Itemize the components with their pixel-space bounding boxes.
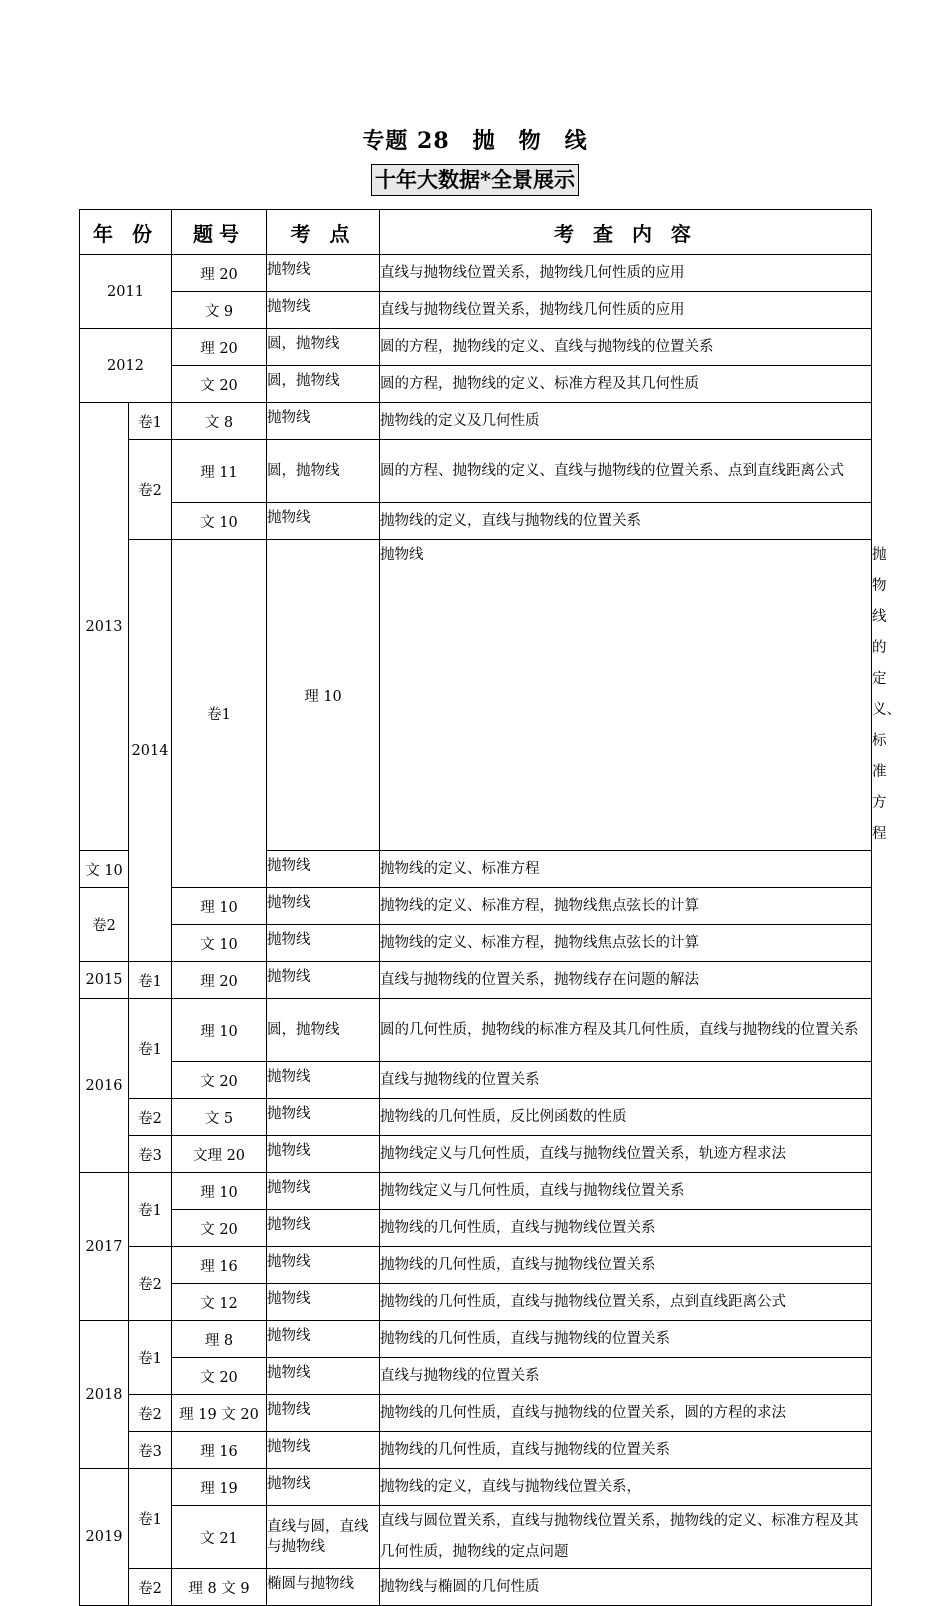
content-cell: 抛物线的几何性质，直线与抛物线位置关系，点到直线距离公式 [380,1284,872,1321]
table-row [80,1173,872,1210]
question-number-cell: 理 19 文 20 [172,1395,267,1432]
table-row [80,1321,872,1358]
question-number-cell: 文 5 [172,1099,267,1136]
year-cell: 2011 [80,255,172,329]
question-number-cell: 文 10 [172,925,267,962]
table-row [80,962,872,999]
content-cell: 抛物线的定义，直线与抛物线位置关系， [380,1469,872,1506]
question-number-cell: 文 20 [172,1210,267,1247]
content-cell: 抛物线的几何性质，反比例函数的性质 [380,1099,872,1136]
table-header-row [80,210,872,255]
volume-cell: 卷1 [129,1173,172,1247]
content-cell: 抛物线的几何性质，直线与抛物线的位置关系 [380,1432,872,1469]
question-number-cell: 理 16 [172,1247,267,1284]
table-row [80,1210,872,1247]
table-row [80,1569,872,1606]
year-cell: 2013 [80,403,129,851]
content-cell: 圆的几何性质，抛物线的标准方程及其几何性质，直线与抛物线的位置关系 [380,999,872,1062]
table-row [80,1284,872,1321]
content-cell: 圆的方程，抛物线的定义、直线与抛物线的位置关系 [380,329,872,366]
volume-cell: 卷1 [129,1469,172,1569]
topic-cell: 圆，抛物线 [267,329,380,366]
content-cell: 抛物线的几何性质，直线与抛物线位置关系 [380,1247,872,1284]
table-row [80,1506,872,1569]
content-cell: 抛物线的几何性质，直线与抛物线的位置关系，圆的方程的求法 [380,1395,872,1432]
volume-cell: 卷3 [129,1432,172,1469]
table-row [80,1062,872,1099]
content-cell: 抛物线的定义、标准方程，抛物线焦点弦长的计算 [380,925,872,962]
section-subtitle: 十年大数据*全景展示 [371,164,579,196]
page-title: 专题 28 抛 物 线 [362,128,588,154]
content-cell: 抛物线定义与几何性质，直线与抛物线位置关系，轨迹方程求法 [380,1136,872,1173]
topic-cell: 抛物线 [267,1321,380,1358]
question-number-cell: 理 10 [172,1173,267,1210]
table-row [80,999,872,1062]
year-cell: 2014 [129,540,172,962]
question-number-cell: 文 12 [172,1284,267,1321]
table-row [80,1395,872,1432]
content-cell: 圆的方程、抛物线的定义、直线与抛物线的位置关系、点到直线距离公式 [380,440,872,503]
content-cell: 抛物线的定义及几何性质 [380,403,872,440]
volume-cell: 卷3 [129,1136,172,1173]
topic-cell: 抛物线 [267,1173,380,1210]
question-number-cell: 理 20 [172,329,267,366]
question-number-cell: 理 10 [172,888,267,925]
content-cell: 直线与抛物线的位置关系，抛物线存在问题的解法 [380,962,872,999]
question-number-cell: 理 10 [267,540,380,851]
content-cell: 抛物线与椭圆的几何性质 [380,1569,872,1606]
topic-cell: 抛物线 [267,1358,380,1395]
topic-cell: 抛物线 [267,1432,380,1469]
table-row [80,1432,872,1469]
year-cell: 2019 [80,1469,129,1606]
volume-cell: 卷1 [129,999,172,1099]
content-cell: 抛物线定义与几何性质，直线与抛物线位置关系 [380,1173,872,1210]
topic-cell: 抛物线 [267,962,380,999]
year-cell: 2012 [80,329,172,403]
question-number-cell: 文 9 [172,292,267,329]
content-cell: 抛物线的几何性质，直线与抛物线的位置关系 [380,1321,872,1358]
question-number-cell: 文 10 [172,503,267,540]
volume-cell: 卷1 [129,962,172,999]
table-row [80,1247,872,1284]
volume-cell: 卷2 [129,1247,172,1321]
topic-cell: 抛物线 [267,403,380,440]
topic-cell: 圆，抛物线 [267,999,380,1062]
question-number-cell: 文理 20 [172,1136,267,1173]
topic-cell: 抛物线 [267,1210,380,1247]
volume-cell: 卷2 [129,1569,172,1606]
table-row [80,1136,872,1173]
question-number-cell: 理 10 [172,999,267,1062]
volume-cell: 卷2 [129,1099,172,1136]
topic-cell: 直线与圆，直线与抛物线 [267,1506,380,1569]
question-number-cell: 文 10 [80,851,129,888]
topic-cell: 椭圆与抛物线 [267,1569,380,1606]
question-number-cell: 理 16 [172,1432,267,1469]
topic-cell: 抛物线 [267,925,380,962]
topic-cell: 抛物线 [267,1395,380,1432]
table-row [80,1099,872,1136]
topic-cell: 抛物线 [267,1099,380,1136]
topic-cell: 抛物线 [267,292,380,329]
content-cell: 圆的方程，抛物线的定义、标准方程及其几何性质 [380,366,872,403]
topic-cell: 抛物线 [267,255,380,292]
content-cell: 抛物线的几何性质，直线与抛物线位置关系 [380,1210,872,1247]
question-number-cell: 理 8 [172,1321,267,1358]
volume-cell: 卷2 [80,888,129,962]
table-row [80,440,872,503]
question-number-cell: 理 19 [172,1469,267,1506]
header-year: 年 份 [80,210,172,255]
table-row [80,292,872,329]
topic-cell: 抛物线 [267,851,380,888]
topic-cell: 抛物线 [267,503,380,540]
question-number-cell: 理 20 [172,962,267,999]
topic-cell: 抛物线 [267,1062,380,1099]
table-row [80,403,872,440]
content-cell: 直线与抛物线位置关系，抛物线几何性质的应用 [380,292,872,329]
topic-cell: 抛物线 [267,1284,380,1321]
topic-cell: 抛物线 [380,540,872,851]
table-row: 2014 卷1 理 10 抛物线 抛物线的定义、标准方程 [80,540,872,851]
content-cell: 抛物线的定义、标准方程 [380,851,872,888]
exam-table [79,209,901,1606]
year-cell: 2018 [80,1321,129,1469]
question-number-cell: 理 20 [172,255,267,292]
year-cell: 2017 [80,1173,129,1321]
content-cell: 直线与抛物线的位置关系 [380,1358,872,1395]
year-cell: 2015 [80,962,129,999]
content-cell: 直线与圆位置关系，直线与抛物线位置关系，抛物线的定义、标准方程及其几何性质，抛物线的定点问题 [380,1506,872,1569]
volume-cell: 卷2 [129,1395,172,1432]
question-number-cell: 理 11 [172,440,267,503]
volume-cell: 卷1 [129,1321,172,1395]
question-number-cell: 文 20 [172,366,267,403]
table-row [80,1358,872,1395]
table-row [80,329,872,366]
content-cell: 直线与抛物线位置关系，抛物线几何性质的应用 [380,255,872,292]
question-number-cell: 文 20 [172,1358,267,1395]
table-row [80,1469,872,1506]
question-number-cell: 理 8 文 9 [172,1569,267,1606]
topic-cell: 圆，抛物线 [267,440,380,503]
volume-cell: 卷1 [172,540,267,888]
topic-cell: 圆，抛物线 [267,366,380,403]
table-row [80,366,872,403]
content-cell: 抛物线的定义，直线与抛物线的位置关系 [380,503,872,540]
year-cell: 2016 [80,999,129,1173]
content-cell: 抛物线的定义、标准方程，抛物线焦点弦长的计算 [380,888,872,925]
table-row [80,888,872,925]
topic-cell: 抛物线 [267,1136,380,1173]
topic-cell: 抛物线 [267,1469,380,1506]
header-question: 题号 [172,210,267,255]
header-content: 考 查 内 容 [380,210,872,255]
table-row [80,255,872,292]
header-topic: 考 点 [267,210,380,255]
table-row [80,925,872,962]
question-number-cell: 文 20 [172,1062,267,1099]
topic-cell: 抛物线 [267,1247,380,1284]
question-number-cell: 文 8 [172,403,267,440]
question-number-cell: 文 21 [172,1506,267,1569]
topic-cell: 抛物线 [267,888,380,925]
volume-cell: 卷2 [129,440,172,540]
volume-cell: 卷1 [129,403,172,440]
table-row [80,503,872,540]
content-cell: 直线与抛物线的位置关系 [380,1062,872,1099]
